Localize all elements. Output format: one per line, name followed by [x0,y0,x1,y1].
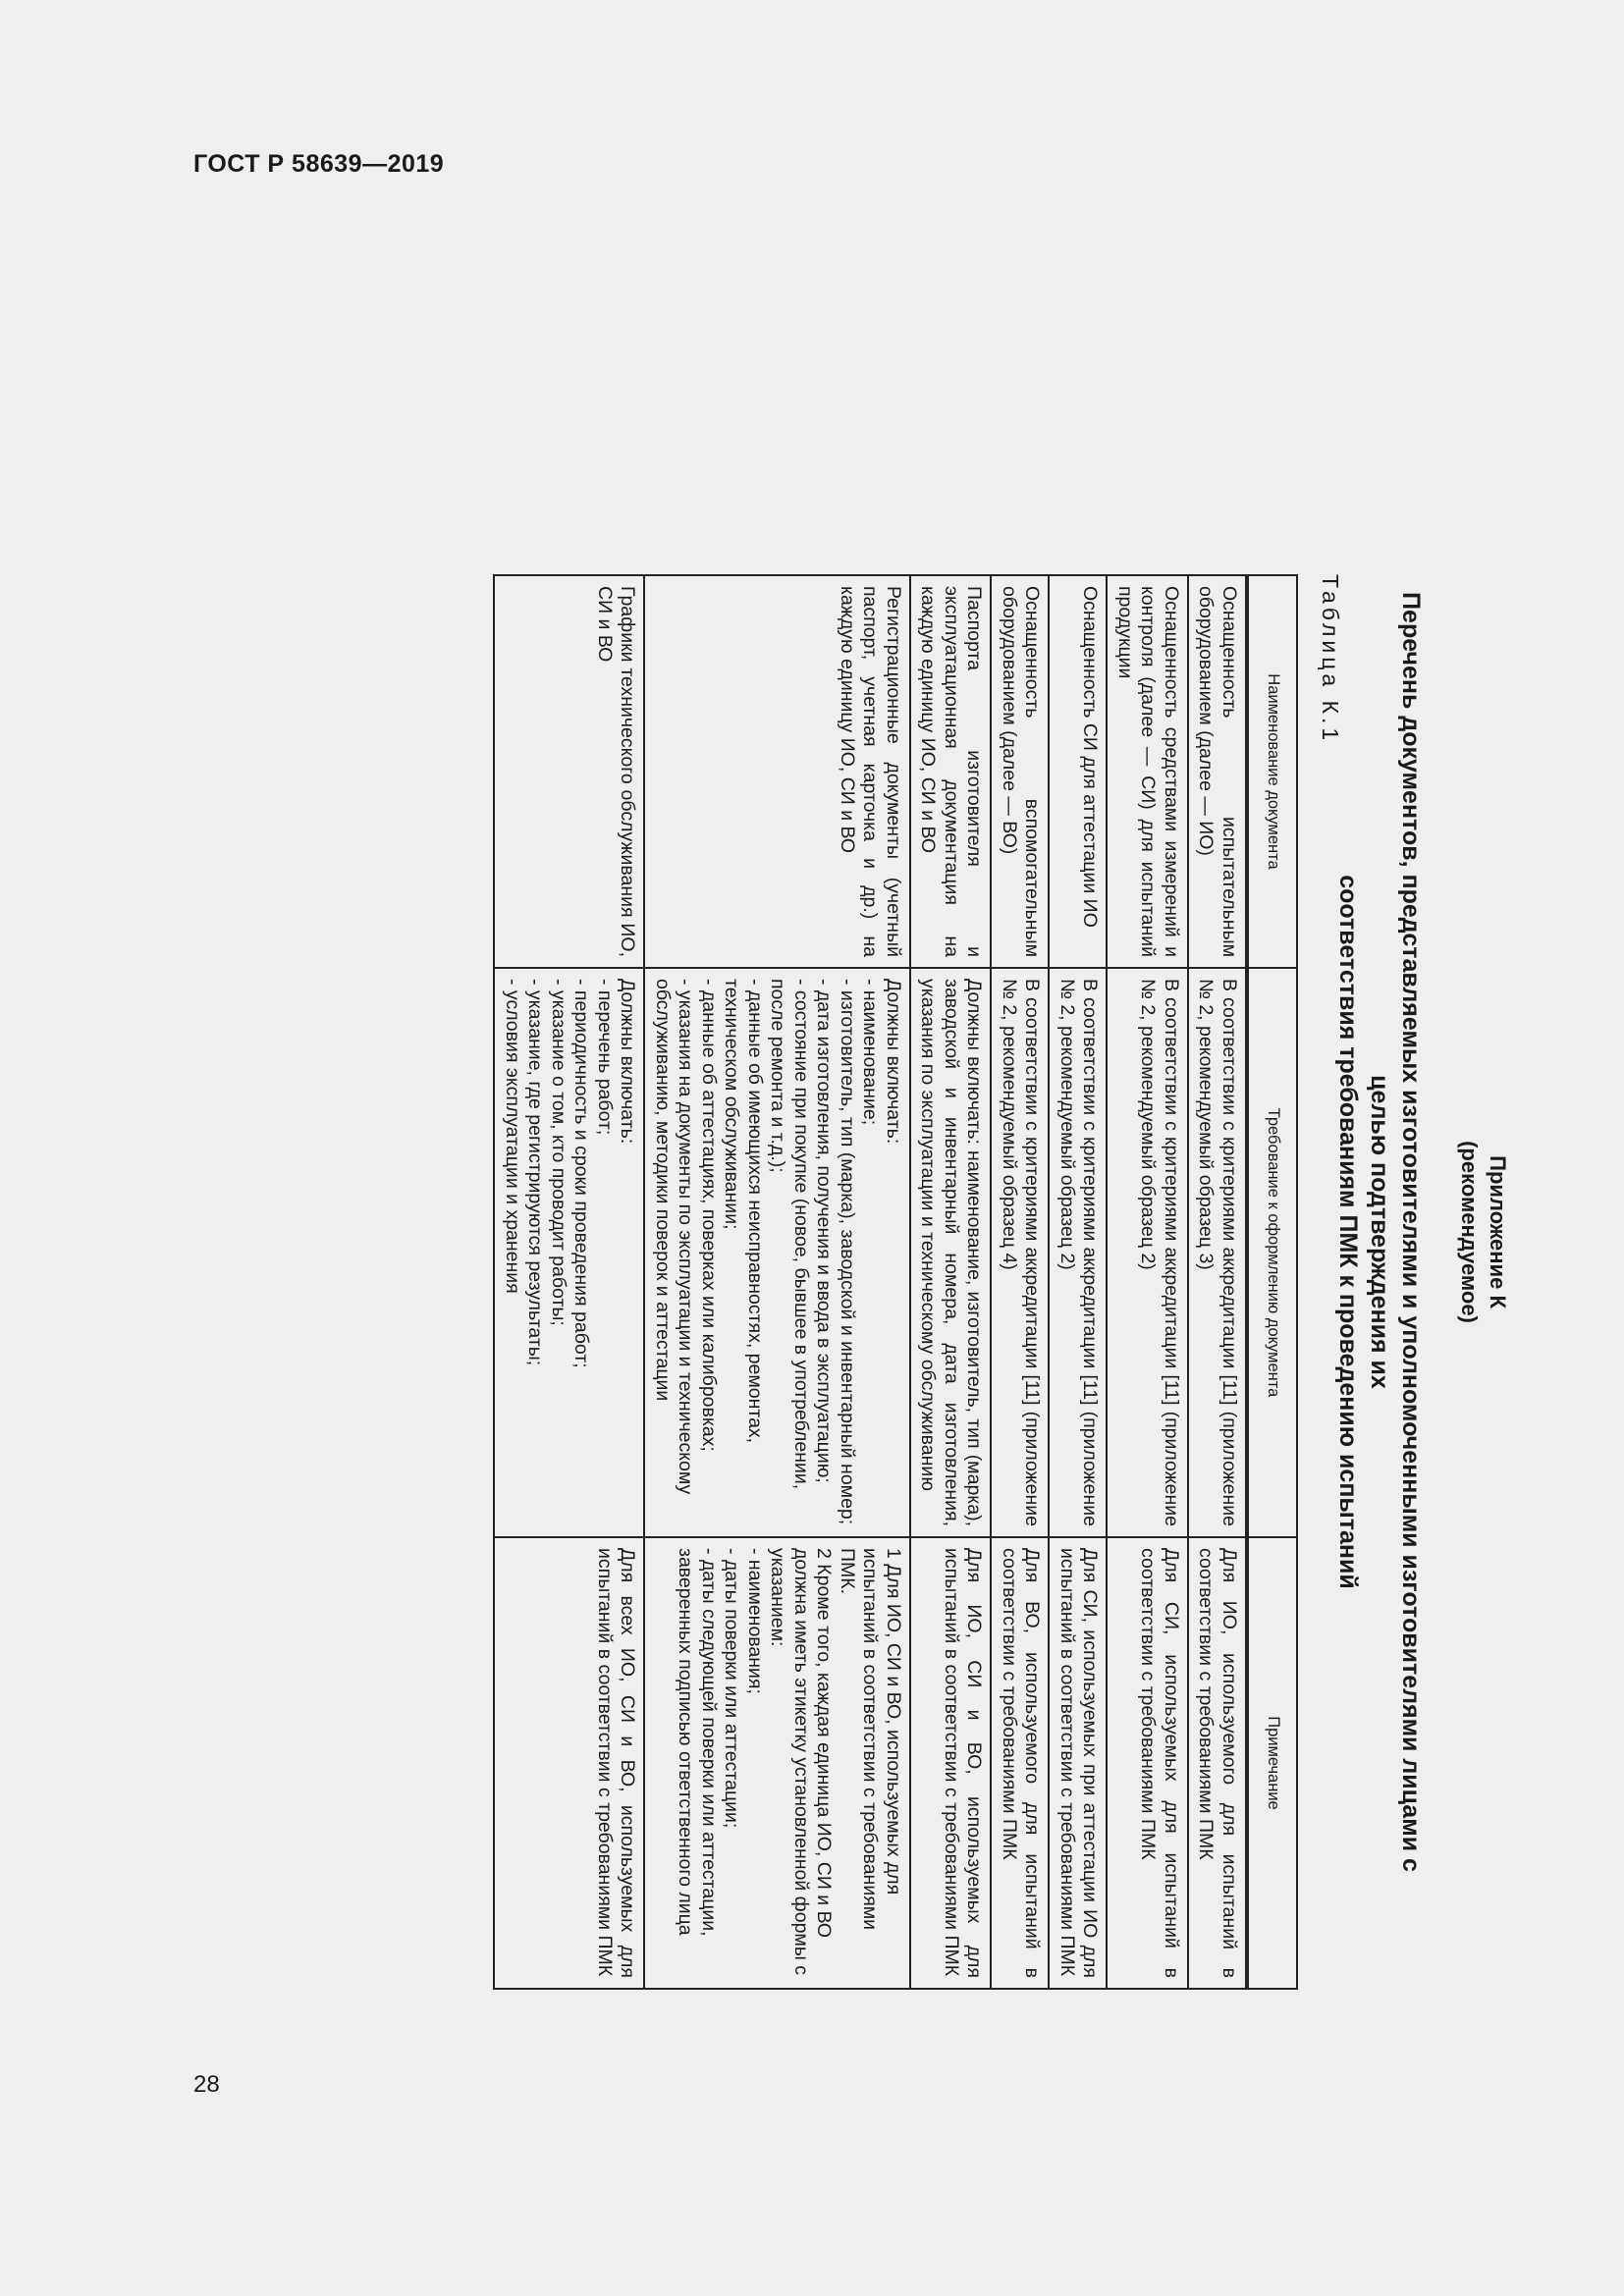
requirement-line: - изготовитель, тип (марка), заводской и инвентарный номер; [837,979,858,1525]
cell-document-name: Оснащенность средствами измерений и контроля (далее — СИ) для испытаний продукции [1108,575,1189,968]
page-number: 28 [193,2071,220,2098]
requirement-line: - дата изготовления, получения и ввода в эксплуатацию; [813,979,836,1483]
requirement-line: - указание о том, кто проводит работы; [548,979,569,1326]
cell-note: Для всех ИО, СИ и ВО, используемых для испытаний в соответствии с требованиями ПМК [495,1537,645,1989]
requirement-line: - условия эксплуатации и хранения [502,979,523,1294]
cell-requirement: В соответствии с критериями аккредитации [11] (приложение № 2, рекомендуемый образец 3) [1188,968,1247,1537]
column-header-note: Примечание [1247,1537,1297,1989]
cell-document-name: Оснащенность вспомогательным оборудованием (далее — ВО) [992,575,1050,968]
requirement-line: - наименование; [859,979,882,1126]
appendix-title: Приложение К [1486,1155,1510,1308]
table-row [1050,575,1108,1989]
cell-requirement: В соответствии с критериями аккредитации [11] (приложение № 2, рекомендуемый образец 4) [992,968,1050,1537]
note-line: 2 Кроме того, каждая единица ИО, СИ и ВО должна иметь этикетку установленной формы с указанием: [767,1548,836,1975]
cell-document-name: Паспорта изготовителя и эксплуатационная документация на каждую единицу ИО, СИ и ВО [910,575,992,968]
cell-note: Для ИО, используемого для испытаний в соответствии с требованиями ПМК [1188,1537,1247,1989]
requirement-line: - данные об аттестациях, поверках или калибровках; [698,979,720,1452]
column-header-requirement: Требование к оформлению документа [1247,968,1297,1537]
documents-table-wrapper [494,574,1299,1988]
cell-requirement [645,968,911,1537]
requirement-line: - состояние при покупке (новое, бывшее в употреблении, после ремонта и т.д.); [767,979,812,1490]
cell-requirement: В соответствии с критериями аккредитации [11] (приложение № 2, рекомендуемый образец 2) [1108,968,1189,1537]
rotated-landscape-content [373,574,1512,1988]
requirement-line: Должны включать: [883,979,904,1145]
cell-note: Для ВО, используемого для испытаний в соответствии с требованиями ПМК [992,1537,1050,1989]
requirement-line: - перечень работ; [594,979,616,1136]
document-standard-header: ГОСТ Р 58639—2019 [193,150,445,178]
requirement-line: - указания на документы по эксплуатации и техническому обслуживанию, методики поверок и аттестации [652,979,697,1495]
table-row [1108,575,1189,1989]
cell-document-name: Графики технического обслуживания ИО, СИ и ВО [495,575,645,968]
cell-note: Для ИО, СИ и ВО, используемых для испытаний в соответствии с требованиями ПМК [910,1537,992,1989]
cell-document-name: Оснащенность СИ для аттестации ИО [1050,575,1108,968]
table-header-row [1247,575,1297,1989]
appendix-heading [1455,574,1512,1890]
requirement-line: - указание, где регистрируются результаты; [524,979,547,1366]
cell-requirement: Должны включать: наименование, изготовитель, тип (марка), заводской и инвентарный номера, дата изготовления, указания по эксплуатации и техническому обслуживанию [910,968,992,1537]
table-row [645,575,911,1989]
requirement-line: Должны включать: [617,979,639,1145]
table-row [910,575,992,1989]
table-label: Таблица К.1 [1318,574,1343,745]
appendix-subtitle: (рекомендуемое) [1457,1141,1482,1323]
cell-note [645,1537,911,1989]
cell-note: Для СИ, используемых для испытаний в соответствии с требованиями ПМК [1108,1537,1189,1989]
note-line: - даты следующей поверки или аттестации, заверенных подписью ответственного лица [675,1548,720,1937]
cell-document-name: Оснащенность испытательным оборудованием (далее — ИО) [1188,575,1247,968]
table-row [495,575,645,1989]
table-title-line-1: Перечень документов, представляемых изготовителями и уполномоченными изготовителями лицами с целью подтверждения их [1366,592,1425,1872]
note-line: - даты поверки или аттестации; [721,1548,743,1829]
column-header-name: Наименование документа [1247,575,1297,968]
cell-requirement: В соответствии с критериями аккредитации [11] (приложение № 2, рекомендуемый образец 2) [1050,968,1108,1537]
table-row [992,575,1050,1989]
table-title-line-2: соответствия требованиям ПМК к проведению испытаний [1334,875,1362,1589]
documents-table [494,574,1299,1990]
requirement-line: - периодичность и сроки проведения работ; [570,979,593,1368]
cell-document-name: Регистрационные документы (учетный паспорт, учетная карточка и др.) на каждую единицу ИО, СИ и ВО [645,575,911,968]
requirement-line: - данные об имеющихся неисправностях, ремонтах, техническом обслуживании; [721,979,766,1444]
note-line: 1 Для ИО, СИ и ВО, используемых для испытаний в соответствии с требованиями ПМК. [837,1548,904,1931]
cell-requirement [495,968,645,1537]
table-title [1332,574,1427,1890]
table-row [1188,575,1247,1989]
note-line: - наименования; [744,1548,766,1694]
cell-note: Для СИ, используемых при аттестации ИО для испытаний в соответствии с требованиями ПМК [1050,1537,1108,1989]
